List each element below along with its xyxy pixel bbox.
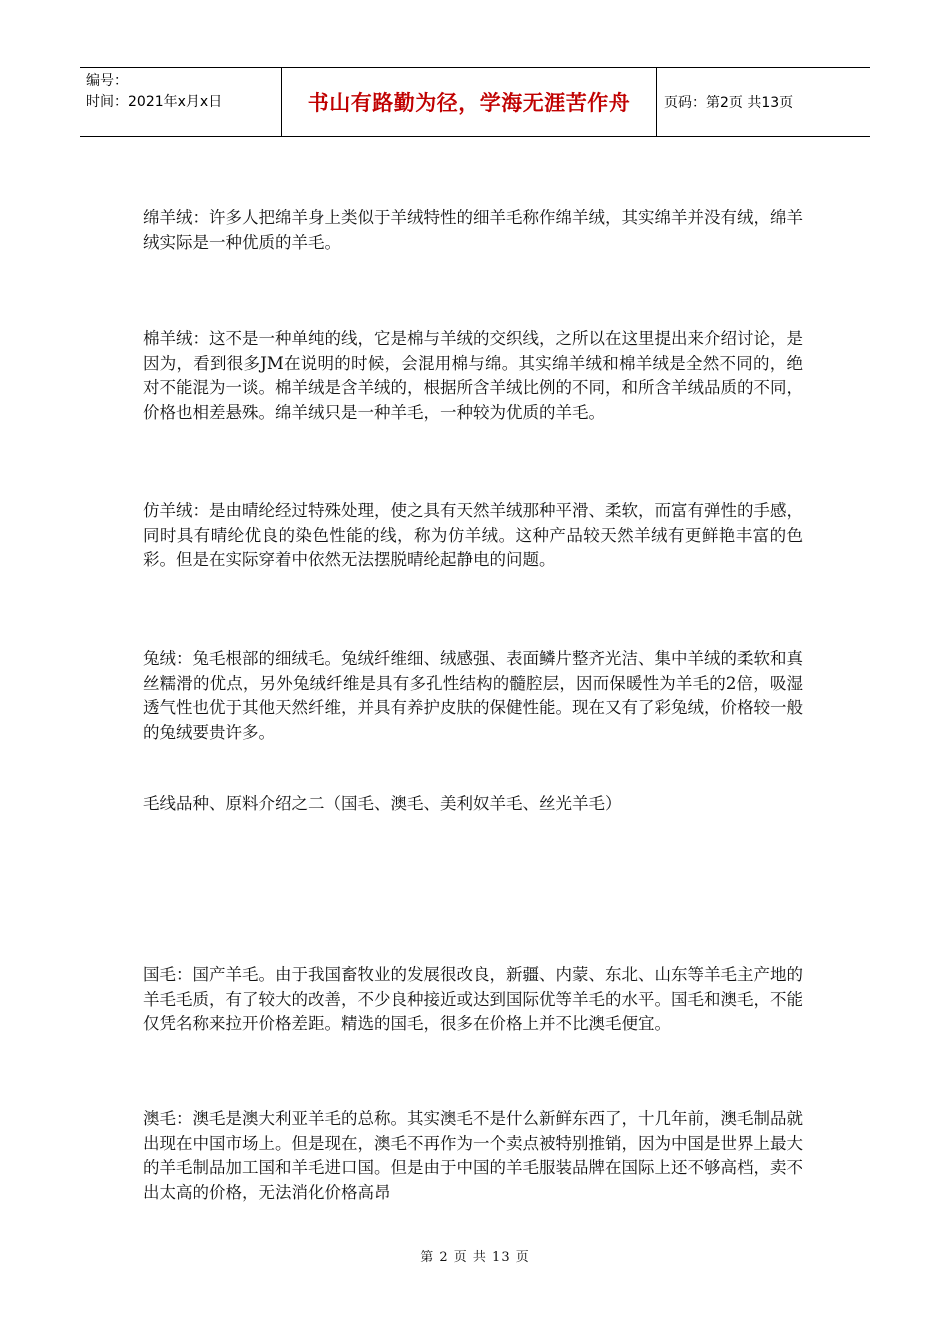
header-meta	[80, 68, 282, 136]
section-heading: 毛线品种、原料介绍之二（国毛、澳毛、美利奴羊毛、丝光羊毛）	[143, 794, 622, 813]
paragraph-mianyangrong: 绵羊绒：许多人把绵羊身上类似于羊绒特性的细羊毛称作绵羊绒，其实绵羊并没有绒，绵羊绒实际是一种优质的羊毛。	[143, 208, 803, 252]
motto: 书山有路勤为径，学海无涯苦作舟	[307, 91, 631, 115]
page-header	[80, 67, 870, 137]
header-motto-cell	[282, 68, 657, 136]
page-footer: 第 2 页 共 13 页	[420, 1250, 530, 1265]
paragraph-fangyangrong: 仿羊绒：是由晴纶经过特殊处理，使之具有天然羊绒那种平滑、柔软，而富有弹性的手感，同时具有晴纶优良的染色性能的线，称为仿羊绒。这种产品较天然羊绒有更鲜艳丰富的色彩。但是在实际穿着中依然无法摆脱晴纶起静电的问题。	[143, 501, 803, 569]
page-info: 页码：第2页 共13页	[664, 95, 794, 111]
paragraph-mianyangrong-cotton: 棉羊绒：这不是一种单纯的线，它是棉与羊绒的交织线，之所以在这里提出来介绍讨论，是因为，看到很多JM在说明的时候，会混用棉与绵。其实绵羊绒和棉羊绒是全然不同的，绝对不能混为一谈。棉羊绒是含羊绒的，根据所含羊绒比例的不同，和所含羊绒品质的不同，价格也相差悬殊。绵羊绒只是一种羊毛，一种较为优质的羊毛。	[143, 329, 803, 422]
number-label: 编号：	[86, 73, 128, 89]
date-label: 时间：2021年x月x日	[86, 94, 223, 110]
paragraph-aomao: 澳毛：澳毛是澳大利亚羊毛的总称。其实澳毛不是什么新鲜东西了，十几年前，澳毛制品就出现在中国市场上。但是现在，澳毛不再作为一个卖点被特别推销，因为中国是世界上最大的羊毛制品加工国和羊毛进口国。但是由于中国的羊毛服装品牌在国际上还不够高档，卖不出太高的价格，无法消化价格高昂	[143, 1109, 803, 1202]
paragraph-guomao: 国毛：国产羊毛。由于我国畜牧业的发展很改良，新疆、内蒙、东北、山东等羊毛主产地的羊毛毛质，有了较大的改善，不少良种接近或达到国际优等羊毛的水平。国毛和澳毛，不能仅凭名称来拉开价格差距。精选的国毛，很多在价格上并不比澳毛便宜。	[143, 965, 803, 1033]
paragraph-turong: 兔绒：兔毛根部的细绒毛。兔绒纤维细、绒感强、表面鳞片整齐光洁、集中羊绒的柔软和真丝糯滑的优点，另外兔绒纤维是具有多孔性结构的髓腔层，因而保暖性为羊毛的2倍，吸湿透气性也优于其他天然纤维，并具有养护皮肤的保健性能。现在又有了彩兔绒，价格较一般的兔绒要贵许多。	[143, 649, 803, 742]
